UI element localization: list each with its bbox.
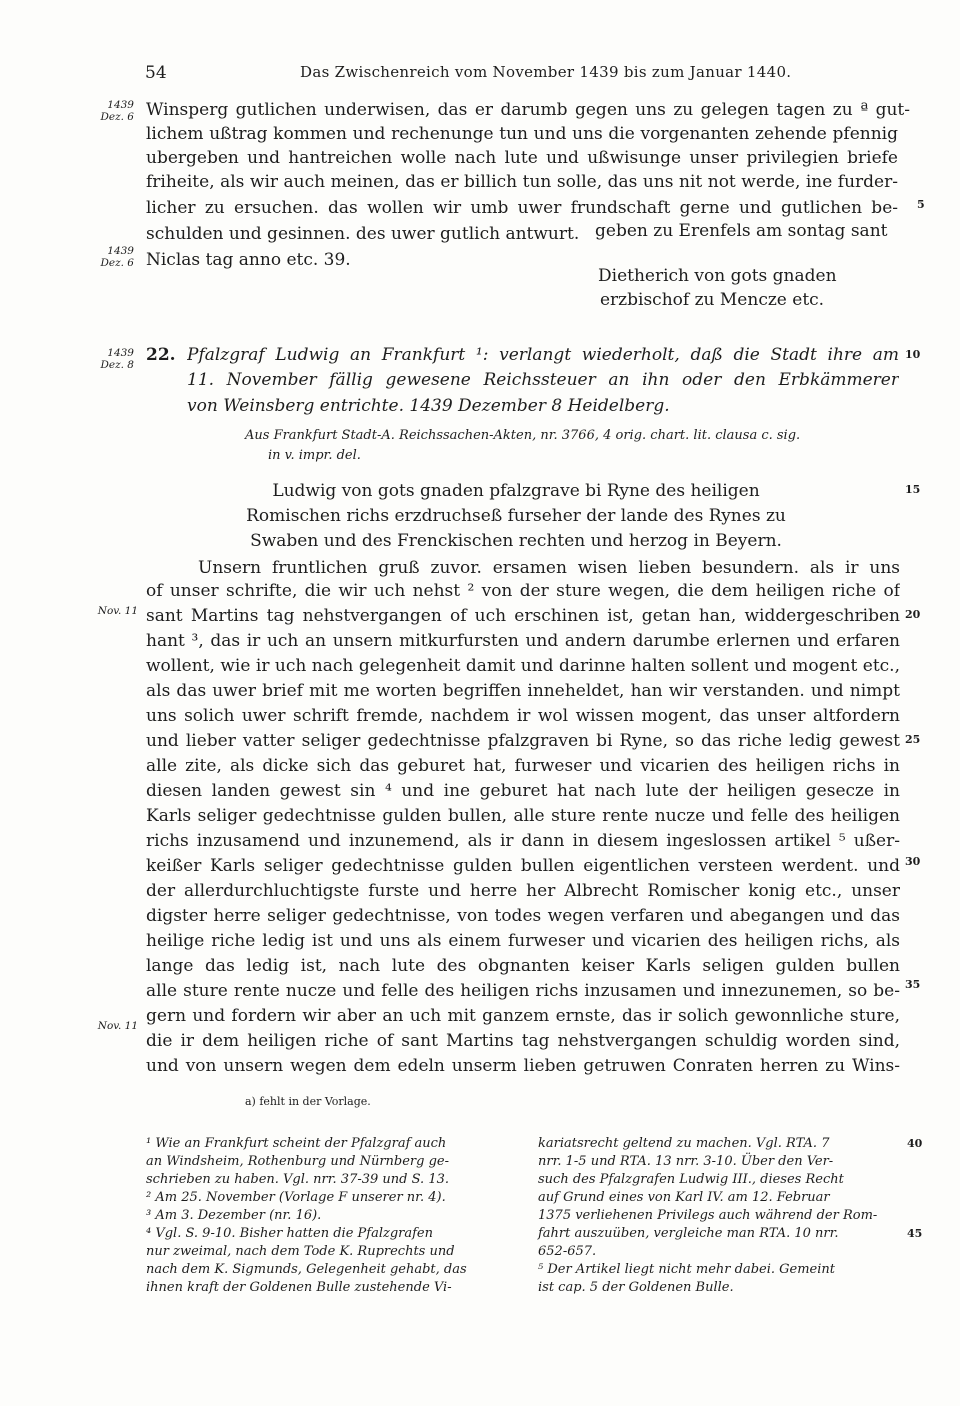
footnote-line: ² Am 25. November (Vorlage F unserer nr. 4). <box>146 1190 446 1205</box>
footnote-line: nach dem K. Sigmunds, Gelegenheit gehabt, das <box>146 1262 467 1277</box>
source-note: in v. impr. del. <box>268 448 361 463</box>
body-line: heilige riche ledig ist und uns als einem furweser und vicarien des heiligen richs, als <box>146 931 900 951</box>
body-line: of unser schrifte, die wir uch nehst ² von der sture wegen, die dem heiligen riche of <box>146 581 900 601</box>
body-line: diesen landen gewest sin ⁴ und ine geburet hat nach lute der heiligen gesecze in <box>146 781 900 801</box>
footnote-line: ⁴ Vgl. S. 9-10. Bisher hatten die Pfalzgrafen <box>146 1226 434 1241</box>
source-note: Aus Frankfurt Stadt-A. Reichssachen-Akten, nr. 3766, 4 orig. chart. lit. clausa c. sig. <box>245 428 801 443</box>
margin-date: 1439 Dez. 6 <box>100 245 134 269</box>
textcritical-note: a) fehlt in der Vorlage. <box>245 1095 371 1108</box>
line-number: 35 <box>905 978 921 991</box>
body-line: Karls seliger gedechtnisse gulden bullen, alle sture rente nucze und felle des heiligen <box>146 806 900 826</box>
intitulatio-line: Swaben und des Frenckischen rechten und herzog in Beyern. <box>250 531 782 551</box>
footnote-line: such des Pfalzgrafen Ludwig III., dieses Recht <box>538 1172 844 1187</box>
footnote-line: 1375 verliehenen Privilegs auch während der Rom- <box>538 1208 878 1223</box>
footnote-line: kariatsrecht geltend zu machen. Vgl. RTA. 7 <box>538 1136 830 1151</box>
regest-line: von Weinsberg entrichte. 1439 Dezember 8 Heidelberg. <box>187 396 670 416</box>
body-line: gern und fordern wir aber an uch mit ganzem ernste, das ir solich gewonnliche sture, <box>146 1006 900 1026</box>
line-number: 30 <box>905 855 921 868</box>
text-line: schulden und gesinnen. des uwer gutlich antwurt. <box>146 224 580 244</box>
body-line: alle sture rente nucze und felle des heiligen richs inzusamen und innezunemen, so be- <box>146 981 900 1001</box>
text-line: geben zu Erenfels am sontag sant <box>595 221 888 241</box>
footnote-line: nur zweimal, nach dem Tode K. Ruprechts und <box>146 1244 455 1259</box>
footnote-line: nrr. 1-5 und RTA. 13 nrr. 3-10. Über den Ver- <box>538 1154 834 1169</box>
body-line: hant ³, das ir uch an unsern mitkurfursten und andern darumbe erlernen und erfaren <box>146 631 900 651</box>
text-line: ubergeben und hantreichen wolle nach lute und ußwisunge unser privilegien briefe <box>146 148 898 168</box>
intitulatio-line: Ludwig von gots gnaden pfalzgrave bi Ryne des heiligen <box>272 481 760 501</box>
regest-line: 11. November fällig gewesene Reichssteuer an ihn oder den Erbkämmerer <box>187 370 899 390</box>
text-line: Niclas tag anno etc. 39. <box>146 250 351 270</box>
footnotes-left <box>146 1135 526 1297</box>
margin-date: Nov. 11 <box>97 1020 138 1032</box>
body-line: uns solich uwer schrift fremde, nachdem ir wol wissen mogent, das unser altfordern <box>146 706 900 726</box>
line-number: 10 <box>905 348 921 361</box>
page-number: 54 <box>145 63 167 83</box>
footnotes-right <box>538 1135 908 1297</box>
body-line: die ir dem heiligen riche of sant Martins tag nehstvergangen schuldig worden sind, <box>146 1031 900 1051</box>
body-line: und von unsern wegen dem edeln unserm lieben getruwen Conraten herren zu Wins- <box>146 1056 900 1076</box>
line-number: 15 <box>905 483 921 496</box>
text-line: licher zu ersuchen. das wollen wir umb uwer frundschaft gerne und gutlichen be- <box>146 198 898 218</box>
text-line: Winsperg gutlichen underwisen, das er darumb gegen uns zu gelegen tagen zu ª gut- <box>146 100 910 120</box>
margin-date: Nov. 11 <box>97 605 138 617</box>
document-number: 22. <box>146 345 176 365</box>
body-line: wollent, wie ir uch nach gelegenheit damit und darinne halten sollent und mogent etc., <box>146 656 900 676</box>
footnote-line: auf Grund eines von Karl IV. am 12. Februar <box>538 1190 830 1205</box>
footnote-line: schrieben zu haben. Vgl. nrr. 37-39 und S. 13. <box>146 1172 449 1187</box>
line-number: 5 <box>917 198 925 211</box>
line-number: 45 <box>907 1227 923 1240</box>
running-title: Das Zwischenreich vom November 1439 bis zum Januar 1440. <box>300 63 792 81</box>
margin-date: 1439 Dez. 6 <box>100 99 134 123</box>
footnote-line: ⁵ Der Artikel liegt nicht mehr dabei. Gemeint <box>538 1262 835 1277</box>
body-line: richs inzusamend und inzunemend, als ir dann in diesem ingeslossen artikel ⁵ ußer- <box>146 831 900 851</box>
text-line: friheite, als wir auch meinen, das er billich tun solle, das uns nit not werde, ine furder- <box>146 172 898 192</box>
body-line: keißer Karls seliger gedechtnisse gulden bullen eigentlichen versteen werdent. und <box>146 856 900 876</box>
footnote-line: ihnen kraft der Goldenen Bulle zustehende Vi- <box>146 1280 452 1295</box>
body-line: und lieber vatter seliger gedechtnisse pfalzgraven bi Ryne, so das riche ledig gewest <box>146 731 900 751</box>
footnote-line: 652-657. <box>538 1244 597 1259</box>
line-number: 20 <box>905 608 921 621</box>
body-line: digster herre seliger gedechtnisse, von todes wegen verfaren und abegangen und das <box>146 906 900 926</box>
signature-line: erzbischof zu Mencze etc. <box>600 290 825 310</box>
intitulatio-line: Romischen richs erzdruchseß furseher der lande des Rynes zu <box>246 506 786 526</box>
line-number: 40 <box>907 1137 923 1150</box>
body-line: als das uwer brief mit me worten begriffen inneheldet, han wir verstanden. und nimpt <box>146 681 900 701</box>
line-number: 25 <box>905 733 921 746</box>
footnote-line: ist cap. 5 der Goldenen Bulle. <box>538 1280 734 1295</box>
signature-line: Dietherich von gots gnaden <box>598 266 837 286</box>
footnote-line: ³ Am 3. Dezember (nr. 16). <box>146 1208 322 1223</box>
margin-date: 1439 Dez. 8 <box>100 347 134 371</box>
body-line: alle zite, als dicke sich das geburet hat, furweser und vicarien des heiligen richs in <box>146 756 900 776</box>
footnote-line: fahrt auszuüben, vergleiche man RTA. 10 nrr. <box>538 1226 839 1241</box>
footnote-line: an Windsheim, Rothenburg und Nürnberg ge- <box>146 1154 449 1169</box>
body-line: der allerdurchluchtigste furste und herre her Albrecht Romischer konig etc., unser <box>146 881 900 901</box>
footnote-line: ¹ Wie an Frankfurt scheint der Pfalzgraf auch <box>146 1136 447 1151</box>
text-line: lichem ußtrag kommen und rechenunge tun und uns die vorgenanten zehende pfennig <box>146 124 898 144</box>
body-line: Unsern fruntlichen gruß zuvor. ersamen wisen lieben besundern. als ir uns <box>198 558 900 578</box>
body-line: lange das ledig ist, nach lute des obgnanten keiser Karls seligen gulden bullen <box>146 956 900 976</box>
regest-line: Pfalzgraf Ludwig an Frankfurt ¹: verlangt wiederholt, daß die Stadt ihre am <box>187 345 899 365</box>
body-line: sant Martins tag nehstvergangen of uch erschinen ist, getan han, widdergeschriben <box>146 606 900 626</box>
